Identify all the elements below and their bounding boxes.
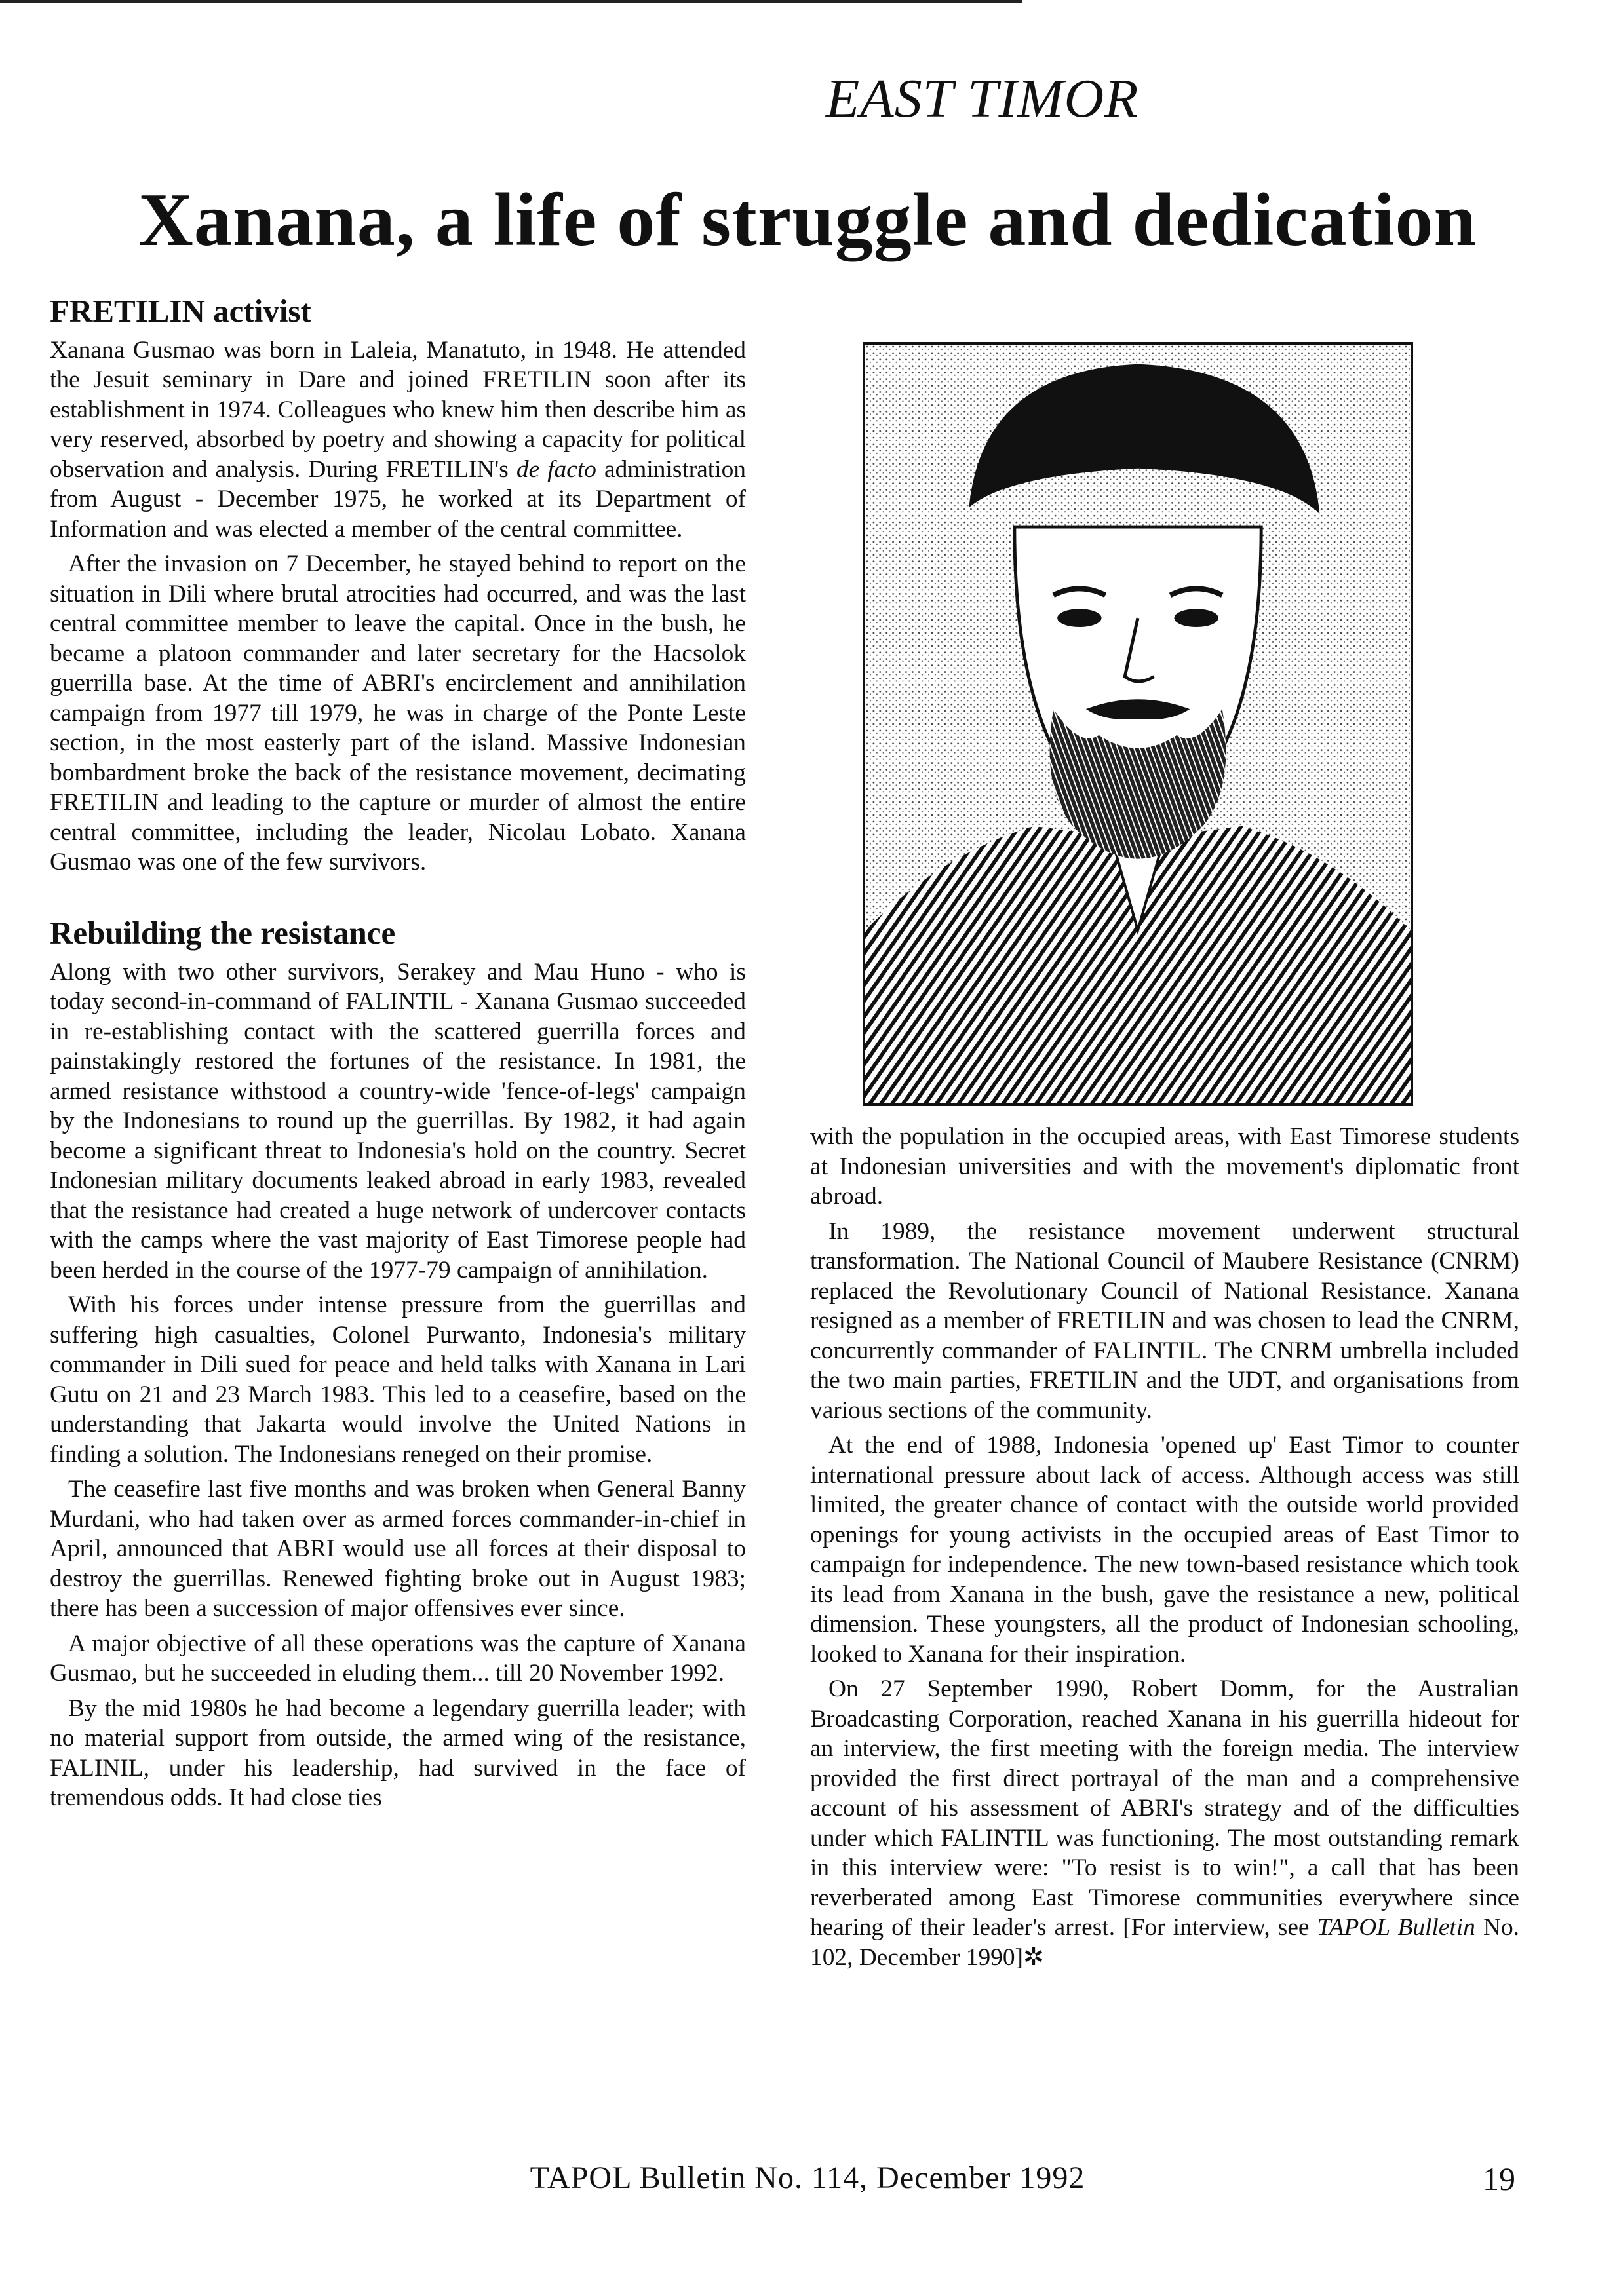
paragraph-text: administration from August - December 1975, he worked at its Department of Information and was elected a member of the central committee.: [50, 455, 746, 543]
subhead-rebuilding-resistance: Rebuilding the resistance: [50, 914, 396, 951]
portrait-illustration: [863, 342, 1413, 1106]
paragraph-emphasis: de facto: [516, 455, 596, 483]
right-column: [810, 1122, 1519, 1978]
footer-publication: TAPOL Bulletin No. 114, December 1992: [530, 2160, 1085, 2195]
subhead-fretilin-activist: FRETILIN activist: [50, 293, 311, 329]
page-number: 19: [1483, 2160, 1515, 2197]
paragraph-text: On 27 September 1990, Robert Domm, for the Australian Broadcasting Corporation, reached Xanana in his guerrilla hideout for an interview, the first meeting with the foreign media. The interview provided the first direct portrayal of the man and a comprehensive account of his assessment of ABRI's strategy and of the difficulties under which FALINTIL was functioning. The most outstanding remark in this interview were: "To resist is to win!", a call that has been reverberated among East Timorese communities everywhere since hearing of their leader's arrest. [For interview, see: [810, 1675, 1519, 1941]
paragraph: Along with two other survivors, Serakey and Mau Huno - who is today second-in-command of FALINTIL - Xanana Gusmao succeeded in re-establishing contact with the scattered guerrilla forces and painstakingly restored the fortunes of the resistance. In 1981, the armed resistance withstood a country-wide 'fence-of-legs' campaign by the Indonesians to round up the guerrillas. By 1982, it had again become a significant threat to Indonesia's hold on the country. Secret Indonesian military documents leaked abroad in early 1983, revealed that the resistance had created a huge network of undercover contacts with the camps where the vast majority of East Timorese people had been herded in the course of the 1977-79 campaign of annihilation.: [50, 958, 746, 1284]
paragraph: After the invasion on 7 December, he stayed behind to report on the situation in Dili where brutal atrocities had occurred, and was the last central committee member to leave the capital. Once in the bush, he became a platoon commander and later secretary for the Hacsolok guerrilla base. At the time of ABRI's encirclement and annihilation campaign from 1977 till 1979, he was in charge of the Ponte Leste section, in the most easterly part of the island. Massive Indonesian bombardment broke the back of the resistance movement, decimating FRETILIN and leading to the capture or murder of almost the entire central committee, including the leader, Nicolau Lobato. Xanana Gusmao was one of the few survivors.: [50, 550, 746, 876]
paragraph: By the mid 1980s he had become a legendary guerrilla leader; with no material support from outside, the armed wing of the resistance, FALINIL, under his leadership, had survived in the face of tremendous odds. It had close ties: [50, 1694, 746, 1812]
left-column: [50, 294, 746, 1818]
paragraph: [810, 1674, 1519, 1972]
paragraph: A major objective of all these operations was the capture of Xanana Gusmao, but he succeeded in eluding them... till 20 November 1992.: [50, 1630, 746, 1687]
paragraph-text: No. 102, December 1990]: [810, 1914, 1519, 1971]
top-rule: [0, 0, 1022, 3]
portrait-drawing: [865, 345, 1411, 1103]
paragraph-text: Xanana Gusmao was born in Laleia, Manatuto, in 1948. He attended the Jesuit seminary in Dare and joined FRETILIN soon after its establishment in 1974. Colleagues who knew him then describe him as very reserved, absorbed by poetry and showing a capacity for political observation and analysis. During FRETILIN's: [50, 336, 746, 483]
paragraph-emphasis: TAPOL Bulletin: [1317, 1914, 1475, 1941]
paragraph: [50, 335, 746, 545]
headline: Xanana, a life of struggle and dedication: [138, 178, 1477, 262]
paragraph: In 1989, the resistance movement underwent structural transformation. The National Council of Maubere Resistance (CNRM) replaced the Revolutionary Council of National Resistance. Xanana resigned as a member of FRETILIN and was chosen to lead the CNRM, concurrently commander of FALINTIL. The CNRM umbrella included the two main parties, FRETILIN and the UDT, and organisations from various sections of the community.: [810, 1217, 1519, 1424]
paragraph: With his forces under intense pressure from the guerrillas and suffering high casualties, Colonel Purwanto, Indonesia's military commander in Dili sued for peace and held talks with Xanana in Lari Gutu on 21 and 23 March 1983. This led to a ceasefire, based on the understanding that Jakarta would involve the United Nations in finding a solution. The Indonesians reneged on their promise.: [50, 1292, 746, 1468]
paragraph: At the end of 1988, Indonesia 'opened up' East Timor to counter international pressure about lack of access. Although access was still limited, the greater chance of contact with the outside world provided openings for young activists in the occupied areas of East Timor to campaign for independence. The new town-based resistance which took its lead from Xanana in the bush, gave the resistance a new, political dimension. These youngsters, all the product of Indonesian schooling, looked to Xanana for their inspiration.: [810, 1432, 1519, 1668]
section-label: EAST TIMOR: [826, 68, 1139, 129]
portrait-eye-left: [1057, 609, 1101, 627]
paragraph: The ceasefire last five months and was broken when General Banny Murdani, who had taken over as armed forces commander-in-chief in April, announced that ABRI would use all forces at their disposal to destroy the guerrillas. Renewed fighting broke out in August 1983; there has been a succession of major offensives ever since.: [50, 1476, 746, 1622]
portrait-eye-right: [1174, 609, 1218, 627]
paragraph: with the population in the occupied areas, with East Timorese students at Indonesian universities and with the movement's diplomatic front abroad.: [810, 1123, 1519, 1210]
end-mark-icon: ✲: [1022, 1943, 1044, 1971]
